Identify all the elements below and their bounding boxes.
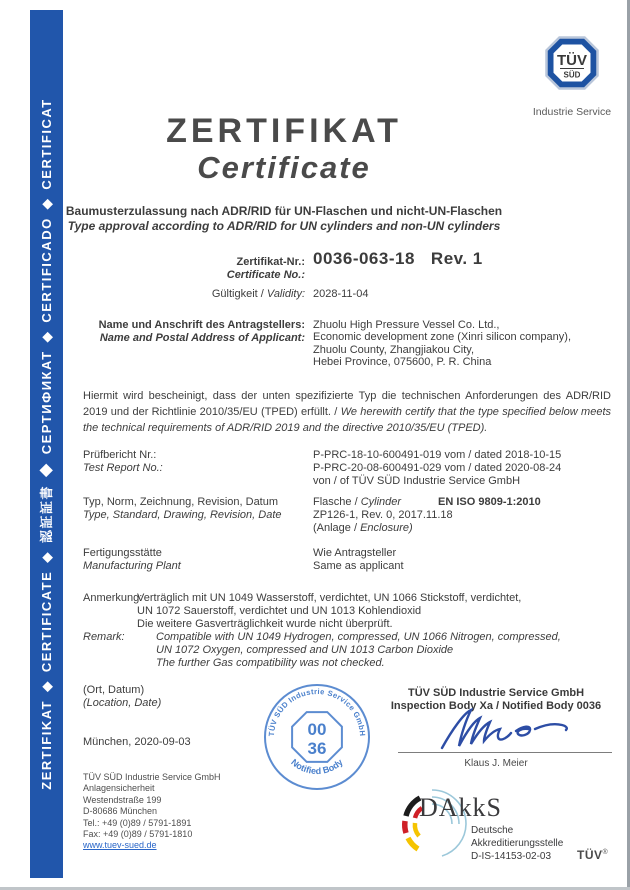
signature-icon [438,706,573,752]
applicant-line: Zhuolu County, Zhangjiakou City, [313,343,475,356]
validity-value: 2028-11-04 [313,288,369,300]
notified-body-stamp-icon [262,682,372,792]
certification-statement [83,388,611,436]
applicant-line: Zhuolu High Pressure Vessel Co. Ltd., [313,319,500,331]
standard-reference: EN ISO 9809-1:2010 [438,496,541,508]
remark-label-en: Remark: [83,631,125,643]
type-line-3: (Anlage / Enclosure) [313,522,413,534]
type-line-1: Flasche / Cylinder [313,496,402,508]
remark-label-de: Anmerkung: [83,592,143,604]
type-standard-label: Typ, Norm, Zeichnung, Revision, Datum Type, Standard, Drawing, Revision, Date [83,496,282,521]
stamp-ring-text: TÜV SÜD Industrie Service GmbH [266,686,368,737]
remark-en-lines: Compatible with UN 1049 Hydrogen, compressed, UN 1066 Nitrogen, compressed, UN 1072 Oxygen, compressed and UN 1013 Carbon Dioxide The further Gas compatibility was not checked. [156,631,561,669]
applicant-line: Hebei Province, 075600, P. R. China [313,356,492,369]
website-link[interactable]: www.tuev-sued.de [83,840,157,851]
svg-text:Notified Body [289,757,344,776]
side-band-multilingual-text: ZERTIFIKAT ◆ CERTIFICATE ◆ 認証証書 ◆ СЕРТИФИКАТ ◆ CERTIFICADO ◆ CERTIFICAT [39,98,54,790]
inspection-body-role: Inspection Body Xa / Notified Body 0036 [390,700,602,712]
dakks-caption: Deutsche Akkreditierungsstelle D-IS-14153-02-03 [471,825,564,862]
statement-de: Hiermit wird bescheinigt, dass der unten spezifizierte Typ die technischen Anforderungen des ADR/RID 2019 und der Richtlinie 2010/35/EU (TPED) erfüllt. / [83,390,611,418]
remark-de-lines: Verträglich mit UN 1049 Wasserstoff, verdichtet, UN 1066 Stickstoff, verdichtet, UN 1072 Sauerstoff, verdichtet und UN 1013 Kohlendioxid Die weitere Gasverträglichkeit wurde nicht überprüft. [137,592,522,630]
stamp-number-bottom: 36 [307,739,327,758]
signer-name: Klaus J. Meier [464,758,528,769]
tuv-sud-logo-icon [537,28,607,104]
applicant-address [313,319,571,369]
tuv-trademark: TÜV® [577,848,609,862]
statement-en: We herewith certify that the type specified below meets the technical requirements of ADR/RID 2019 and the directive 2010/35/EU (TPED). [83,406,611,434]
test-report-values [313,449,561,488]
location-date-value: München, 2020-09-03 [83,736,191,748]
test-report-label: Prüfbericht Nr.: Test Report No.: [83,449,163,474]
page-title-de: ZERTIFIKAT [166,112,402,150]
certificate-number-value: 0036-063-18 Rev. 1 [313,249,483,268]
signature-line [398,752,612,753]
inspection-body-org: TÜV SÜD Industrie Service GmbH [407,687,585,699]
subtitle-en: Type approval according to ADR/RID for UN cylinders and non-UN cylinders [67,218,501,233]
stamp-bottom-text: Notified Body [289,756,345,777]
stamp-number-top: 00 [307,720,327,739]
test-report-line: P-PRC-20-08-600491-029 vom / dated 2020-08-24 [313,462,562,474]
logo-division-label: Industrie Service [532,106,612,118]
subtitle-de: Baumusterzulassung nach ADR/RID für UN-Flaschen und nicht-UN-Flaschen [65,204,503,218]
page-title-en: Certificate [197,150,371,185]
logo-sud-text: SÜD [563,70,581,80]
type-line-2: ZP126-1, Rev. 0, 2017.11.18 [313,509,453,521]
applicant-label: Name und Anschrift des Antragstellers: Name and Postal Address of Applicant: [98,319,305,344]
issuer-address-block: TÜV SÜD Industrie Service GmbH Anlagensicherheit Westendstraße 199 D-80686 München Tel.: +49 (0)89 / 5791-1891 Fax: +49 (0)89 / 5791-1810 www.tuev-sued.de [83,772,221,851]
registered-mark: ® [602,849,609,856]
manufacturing-plant-values: Wie Antragsteller Same as applicant [313,547,404,572]
test-report-line: von / of TÜV SÜD Industrie Service GmbH [313,475,521,487]
validity-label: Gültigkeit / Validity: [211,288,305,300]
type-standard-values [313,496,453,535]
test-report-line: P-PRC-18-10-600491-019 vom / dated 2018-10-15 [313,449,562,461]
dakks-wordmark: DAkkS [419,793,503,822]
applicant-line: Economic development zone (Xinri silicon company), [313,331,572,344]
certificate-number-label: Zertifikat-Nr.: Certificate No.: [226,256,305,281]
location-date-label: (Ort, Datum) (Location, Date) [83,684,162,709]
manufacturing-plant-label: Fertigungsstätte Manufacturing Plant [83,547,181,572]
certificate-subtitle [0,204,568,233]
logo-tuv-text: TÜV [557,52,587,69]
